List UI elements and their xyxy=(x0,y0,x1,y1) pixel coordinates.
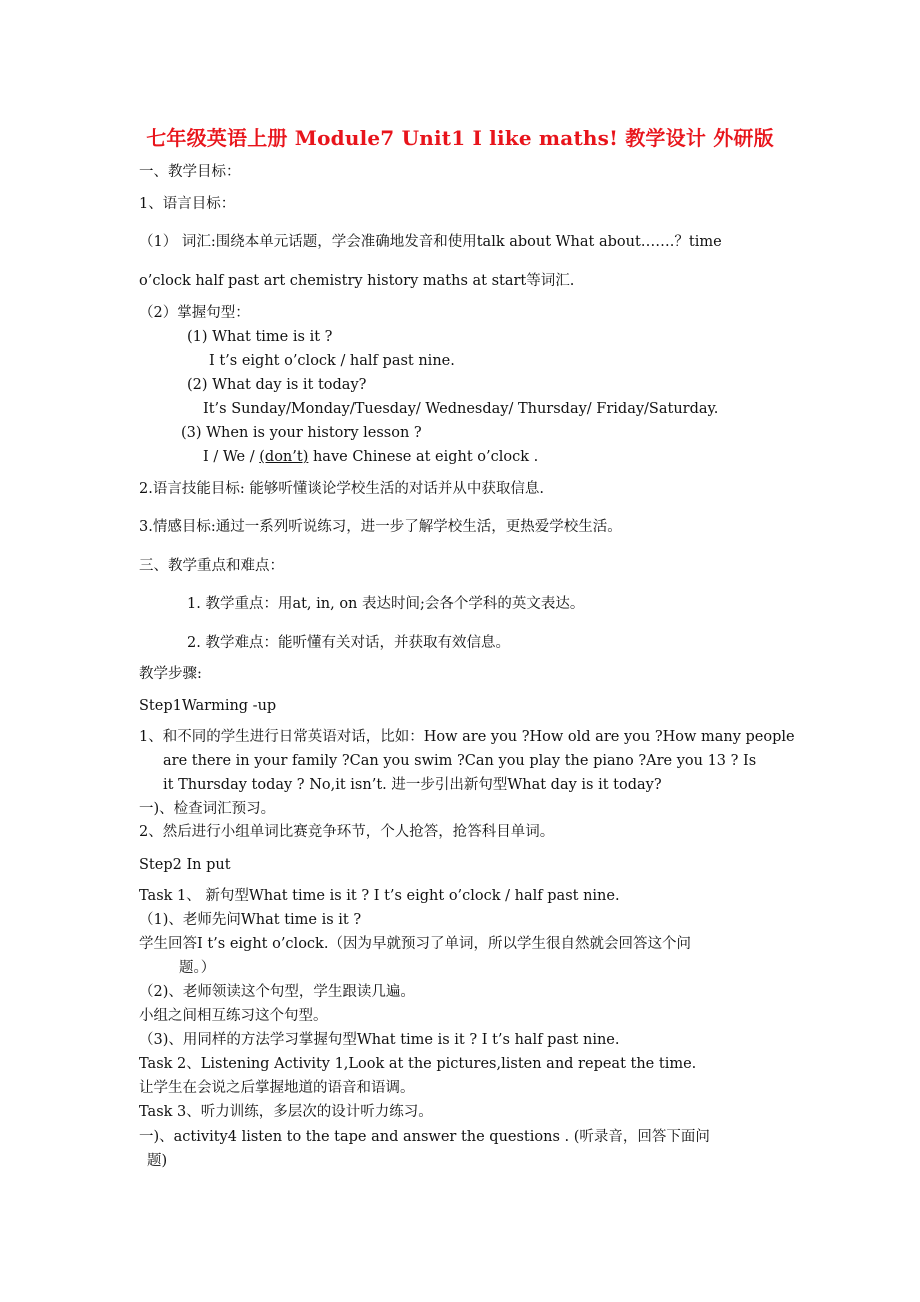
text-line: Task 1、 新句型What time is it ? I t’s eight o’clock / half past nine. xyxy=(139,888,620,904)
text-line: 3.情感目标:通过一系列听说练习，进一步了解学校生活，更热爱学校生活。 xyxy=(139,519,622,535)
text-line: 2.语言技能目标: 能够听懂谈论学校生活的对话并从中获取信息. xyxy=(139,481,544,497)
text-line: 1、和不同的学生进行日常英语对话，比如：How are you ?How old are you ?How many people xyxy=(139,729,795,745)
text-line: o’clock half past art chemistry history maths at start等词汇. xyxy=(139,273,575,289)
text-line: 让学生在会说之后掌握地道的语音和语调。 xyxy=(139,1080,415,1096)
sub-heading: 1、语言目标： xyxy=(139,196,236,212)
text-line: （1） 词汇:围绕本单元话题，学会准确地发音和使用talk about What about…….？time xyxy=(139,234,722,250)
document-title: 七年级英语上册 Module7 Unit1 I like maths! 教学设计 外研版 xyxy=(146,126,774,150)
text-line: Task 3、听力训练，多层次的设计听力练习。 xyxy=(139,1104,433,1120)
text-line: Task 2、Listening Activity 1,Look at the pictures,listen and repeat the time. xyxy=(139,1056,697,1072)
text-line: （2)、老师领读这个句型，学生跟读几遍。 xyxy=(139,984,415,1000)
step-heading: Step1Warming -up xyxy=(139,698,277,714)
text-line: it Thursday today ? No,it isn’t. 进一步引出新句型What day is it today? xyxy=(163,777,662,793)
text-line: I t’s eight o’clock / half past nine. xyxy=(209,353,455,369)
text-line: （3)、用同样的方法学习掌握句型What time is it ? I t’s half past nine. xyxy=(139,1032,620,1048)
text-line: 一)、检查词汇预习。 xyxy=(139,801,276,817)
text-line xyxy=(203,447,538,467)
text-line: (2) What day is it today? xyxy=(187,377,367,393)
text-line: 学生回答I t’s eight o’clock.（因为早就预习了单词，所以学生很自然就会回答这个问 xyxy=(139,936,691,952)
underlined-segment: (don’t) xyxy=(259,449,309,465)
text-segment: I / We / xyxy=(203,449,255,465)
section-heading: 一、教学目标： xyxy=(139,164,241,180)
text-line: 2. 教学难点：能听懂有关对话，并获取有效信息。 xyxy=(187,635,510,651)
text-line: are there in your family ?Can you swim ?Can you play the piano ?Are you 13 ? Is xyxy=(163,753,757,769)
text-line: 1. 教学重点：用at, in, on 表达时间;会各个学科的英文表达。 xyxy=(187,596,585,612)
text-line: (3) When is your history lesson ? xyxy=(181,425,422,441)
text-line: 一)、activity4 listen to the tape and answer the questions . (听录音，回答下面问 xyxy=(139,1129,710,1145)
step-heading: Step2 In put xyxy=(139,857,231,873)
text-line: （2）掌握句型： xyxy=(139,305,250,321)
text-line: 2、然后进行小组单词比赛竞争环节，个人抢答，抢答科目单词。 xyxy=(139,824,555,840)
section-heading: 三、教学重点和难点： xyxy=(139,558,284,574)
text-segment: have Chinese at eight o’clock . xyxy=(312,449,539,465)
text-line: It’s Sunday/Monday/Tuesday/ Wednesday/ Thursday/ Friday/Saturday. xyxy=(203,401,719,417)
section-heading: 教学步骤: xyxy=(139,666,202,682)
text-line: 题) xyxy=(147,1153,168,1169)
text-line: （1)、老师先问What time is it ? xyxy=(139,912,362,928)
text-line: (1) What time is it ? xyxy=(187,329,333,345)
text-line: 题。） xyxy=(179,960,216,976)
text-line: 小组之间相互练习这个句型。 xyxy=(139,1008,328,1024)
